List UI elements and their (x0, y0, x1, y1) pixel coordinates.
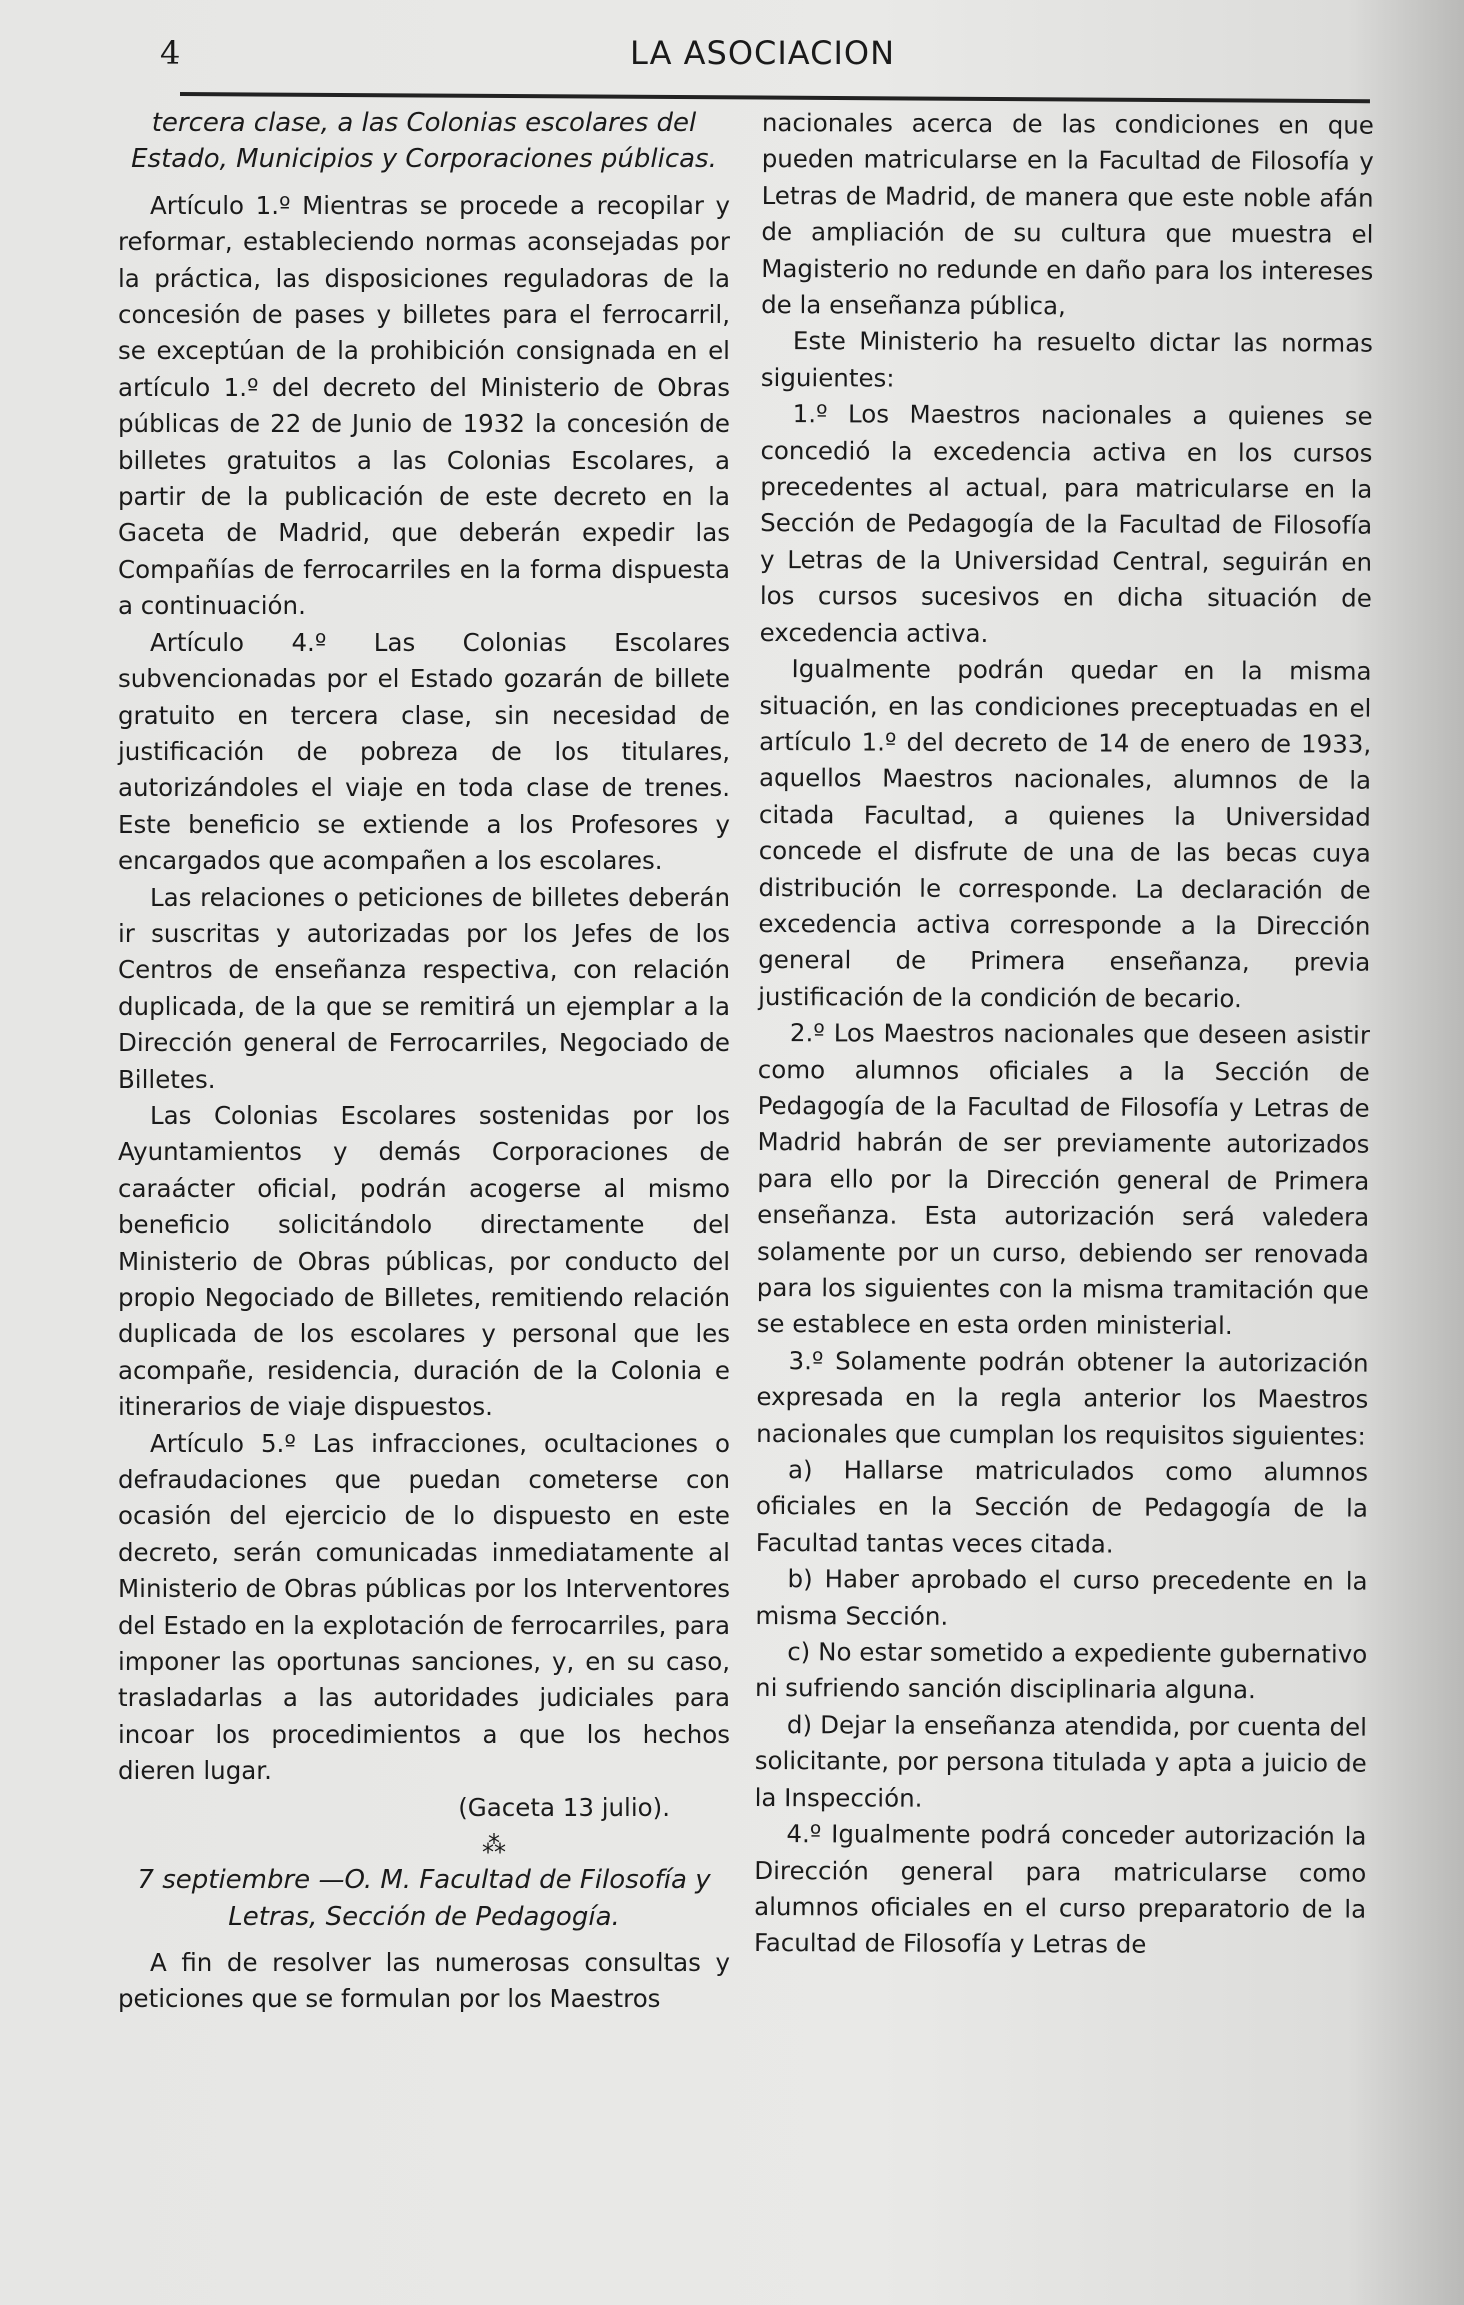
requirement-a: a) Hallarse matriculados como alumnos oficiales en la Sección de Pedagogía de la Facultad tantas veces citada. (755, 1455, 1369, 1559)
header-rule (180, 92, 1370, 103)
article-1-paragraph: Artículo 1.º Mientras se procede a recopilar y reformar, estableciendo normas aconsejadas por la práctica, las disposiciones reguladoras de la concesión de pases y billetes para el ferrocarril, se exceptúan de la prohibición consignada en el artículo 1.º del decreto del Ministerio de Obras públicas de 22 de Junio de 1932 la concesión de billetes gratuitos a las Colonias Escolares, a partir de la publicación de este decreto en la Gaceta de Madrid, que deberán expedir las Compañías de ferrocarriles en la forma dispuesta a continuación. (118, 190, 730, 621)
resolution-paragraph: Este Ministerio ha resuelto dictar las normas siguientes: (760, 326, 1374, 393)
colonies-paragraph: Las Colonias Escolares sostenidas por los Ayuntamientos y demás Corporaciones de caraácter oficial, podrán acogerse al mismo beneficio solicitándolo directamente del Ministerio de Obras públicas, por conducto del propio Negociado de Billetes, remitiendo relación duplicada de los escolares y personal que les acompañe, residencia, duración de la Colonia e itinerarios de viaje dispuestos. (118, 1100, 730, 1422)
left-column (118, 105, 730, 2018)
order-intro-paragraph: A fin de resolver las numerosas consultas y peticiones que se formulan por los Maestros (118, 1947, 730, 2014)
section-heading-continued: tercera clase, a las Colonias escolares del Estado, Municipios y Corporaciones públicas. (131, 108, 717, 175)
order-intro-continued: nacionales acerca de las condiciones en que pueden matricularse en la Facultad de Filosofía y Letras de Madrid, de manera que este noble afán de ampliación de su cultura que muestra el Magisterio no redunde en daño para los intereses de la enseñanza pública, (761, 107, 1374, 321)
right-column (754, 105, 1374, 1964)
running-title: LA ASOCIACION (630, 34, 896, 72)
rule-4-paragraph: 4.º Igualmente podrá conceder autorización la Dirección general para matricularse como alumnos oficiales en el curso preparatorio de la Facultad de Filosofía y Letras de (753, 1819, 1367, 1960)
rule-1-addendum: Igualmente podrán quedar en la misma situación, en las condiciones preceptuadas en el artículo 1.º del decreto de 14 de enero de 1933, aquellos Maestros nacionales, alumnos de la citada Facultad, a quienes la Universidad concede el disfrute de una de las becas cuya distribución le corresponde. La declaración de excedencia activa corresponde a la Dirección general de Primera enseñanza, previa justificación de la condición de becario. (758, 654, 1372, 1013)
section-separator: ⁂ (482, 1831, 506, 1860)
rule-2-paragraph: 2.º Los Maestros nacionales que deseen asistir como alumnos oficiales a la Sección de Pedagogía de la Facultad de Filosofía y Letras de Madrid habrán de ser previamente autorizados para ello por la Dirección general de Primera enseñanza. Esta autorización será valedera solamente por un curso, debiendo ser renovada para los siguientes con la misma tramitación que se establece en esta orden ministerial. (756, 1018, 1371, 1341)
requirement-d: d) Dejar la enseñanza atendida, por cuenta del solicitante, por persona titulada y apta a juicio de la Inspección. (754, 1709, 1367, 1813)
article-4-paragraph: Artículo 4.º Las Colonias Escolares subvencionadas por el Estado gozarán de billete gratuito en tercera clase, sin necesidad de justificación de pobreza de los titulares, autorizándoles el viaje en toda clase de trenes. Este beneficio se extiende a los Profesores y encargados que acompañen a los escolares. (118, 627, 730, 876)
relations-paragraph: Las relaciones o peticiones de billetes deberán ir suscritas y autorizadas por los Jefes de los Centros de enseñanza respectiva, con relación duplicada, de la que se remitirá un ejemplar a la Dirección general de Ferrocarriles, Negociado de Billetes. (118, 882, 730, 1094)
requirement-b: b) Haber aprobado el curso precedente en la misma Sección. (755, 1564, 1368, 1631)
rule-3-paragraph: 3.º Solamente podrán obtener la autorización expresada en la regla anterior los Maestros nacionales que cumplan los requisitos siguientes: (756, 1345, 1369, 1451)
page-header (120, 30, 1370, 100)
article-5-paragraph: Artículo 5.º Las infracciones, ocultaciones o defraudaciones que puedan cometerse con ocasión del ejercicio de lo dispuesto en este decreto, serán comunicadas inmediatamente al Ministerio de Obras públicas por los Interventores del Estado en la explotación de ferrocarriles, para imponer las oportunas sanciones, y, en su caso, trasladarlas a las autoridades judiciales para incoar los procedimientos a que los hechos dieren lugar. (118, 1428, 730, 1786)
order-heading: 7 septiembre —O. M. Facultad de Filosofía y Letras, Sección de Pedagogía. (137, 1865, 711, 1932)
requirement-c: c) No estar sometido a expediente gubernativo ni sufriendo sanción disciplinaria alguna. (755, 1637, 1368, 1705)
gazette-signature: (Gaceta 13 julio). (458, 1792, 670, 1822)
rule-1-paragraph: 1.º Los Maestros nacionales a quienes se concedió la excedencia activa en los cursos precedentes al actual, para matricularse en la Sección de Pedagogía de la Facultad de Filosofía y Letras de la Universidad Central, seguirán en los cursos sucesivos en dicha situación de excedencia activa. (759, 399, 1373, 648)
page-number: 4 (160, 34, 181, 72)
